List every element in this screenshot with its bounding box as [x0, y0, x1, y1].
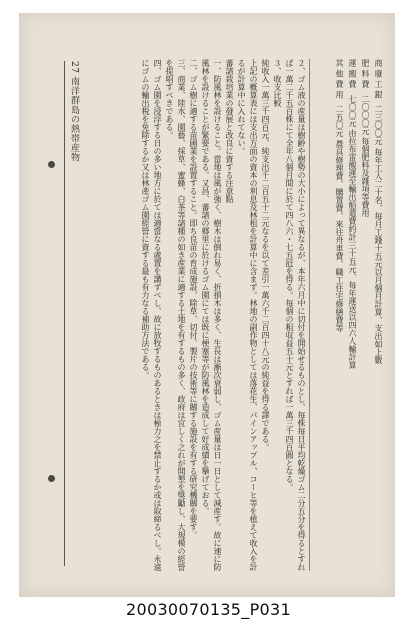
- paragraph: ３、收支比較: [273, 59, 282, 107]
- expense-item: [359, 59, 372, 571]
- expense-item: [333, 59, 346, 571]
- header-title: 南洋群島の熱帯産物: [69, 76, 79, 163]
- document-page: [19, 13, 395, 597]
- image-caption: 20030070135_P031: [126, 600, 291, 619]
- expense-amount: 二五〇元: [335, 105, 344, 138]
- expense-item: [346, 59, 359, 571]
- expense-note: 由拉布雷搬運至輸出船遣費約計三十五元、每年運送以四六人輸計算: [348, 129, 357, 370]
- expense-item: [372, 59, 385, 571]
- column-divider: [309, 59, 310, 571]
- expense-label: 肥 料 費: [361, 59, 370, 89]
- expense-note: 農具修理費、購置費、來往舟車費、職工住宅修繕費等: [335, 139, 344, 332]
- expense-amount: 二三〇〇元: [374, 105, 383, 146]
- binding-hole: [48, 161, 55, 168]
- page-number: 27: [69, 61, 79, 74]
- expense-label: 運 搬 費: [348, 59, 357, 89]
- paragraph: ２、ゴム液の産量は樹齢や樹勢の大小によって異なるが、本年六月中に切付を開始せるものとし、毎株毎日平均乾燥ゴム二分五分を得るとすれば一萬二千五百株にて全年八個月間に於て四八六・七五瓩を得る。毎個の粗収益五十元とすれば一萬三千四百圓となる。: [285, 59, 306, 571]
- paragraph: 三、商業、陸水、園藝、採草、蜜蜂、白茶等諸種の如き産業に適する土地を有するもの多く、政府は宜しく之れが開墾を獎勵し、大規模の經營を提唱すべきである。: [165, 59, 186, 571]
- paragraph: 純收入一萬三千四百元、純支出千二百五十二元なるを以て差引一萬六千二百四十八元の純益を得る譯である。: [261, 59, 270, 451]
- expense-note: 毎年工人二十名、毎月工錢十五元以月個月計算、支出如上數: [374, 147, 383, 364]
- expense-amount: 二〇〇〇元: [361, 94, 370, 135]
- header-divider: [64, 61, 65, 566]
- paragraph: 二、ゴム樹に適する苗圃業を設置すること。即ち良苗の育成施設、除草、切付、製片の技術等に關する施設を有する研究機關を要す。: [189, 59, 198, 539]
- expense-label: 商 廢 工 銀: [374, 59, 383, 99]
- paragraph: 四、ゴム園を浸浮する日の多い地方に於ては適當なる處置を講ずべし、故に放牧するものあるときは極力之を禁止するか或は取締るべし。永遠にゴムの輸出税を免除するか又は林產ゴム園經營に資する最も有力なる補助方法である。: [141, 59, 162, 571]
- expense-label: 其 他 費 用: [335, 59, 344, 99]
- expense-list: [313, 59, 385, 571]
- body-text: [71, 59, 307, 571]
- binding-hole: [48, 475, 55, 482]
- paragraph: 蕃諸栽培業の發展と改良に資する注意點: [225, 59, 234, 203]
- expense-amount: 七〇〇元: [348, 94, 357, 127]
- paragraph: 一、防風林を設けること。當地は風が強く、樹木は倒れ易く、折損木は多く、生長は漸次衰弱し、ゴム産量は日一日として減産す。故に速に防風林を設けることが緊要である。又昌、蕃諸の郷里に於けるゴム園にては既に梗塞等が防風林を造成して好成績を擧げておる。: [201, 59, 222, 571]
- paragraph: 上記の概算表には支出方面の資本の利息及林租を計算中に含まず。林地の副作物としては落花生、パインアップル、コーヒ等を植えて收入を計るが計算中に入れてない。: [237, 59, 258, 571]
- expense-note: 每個肥料及雜項等費用: [361, 137, 370, 218]
